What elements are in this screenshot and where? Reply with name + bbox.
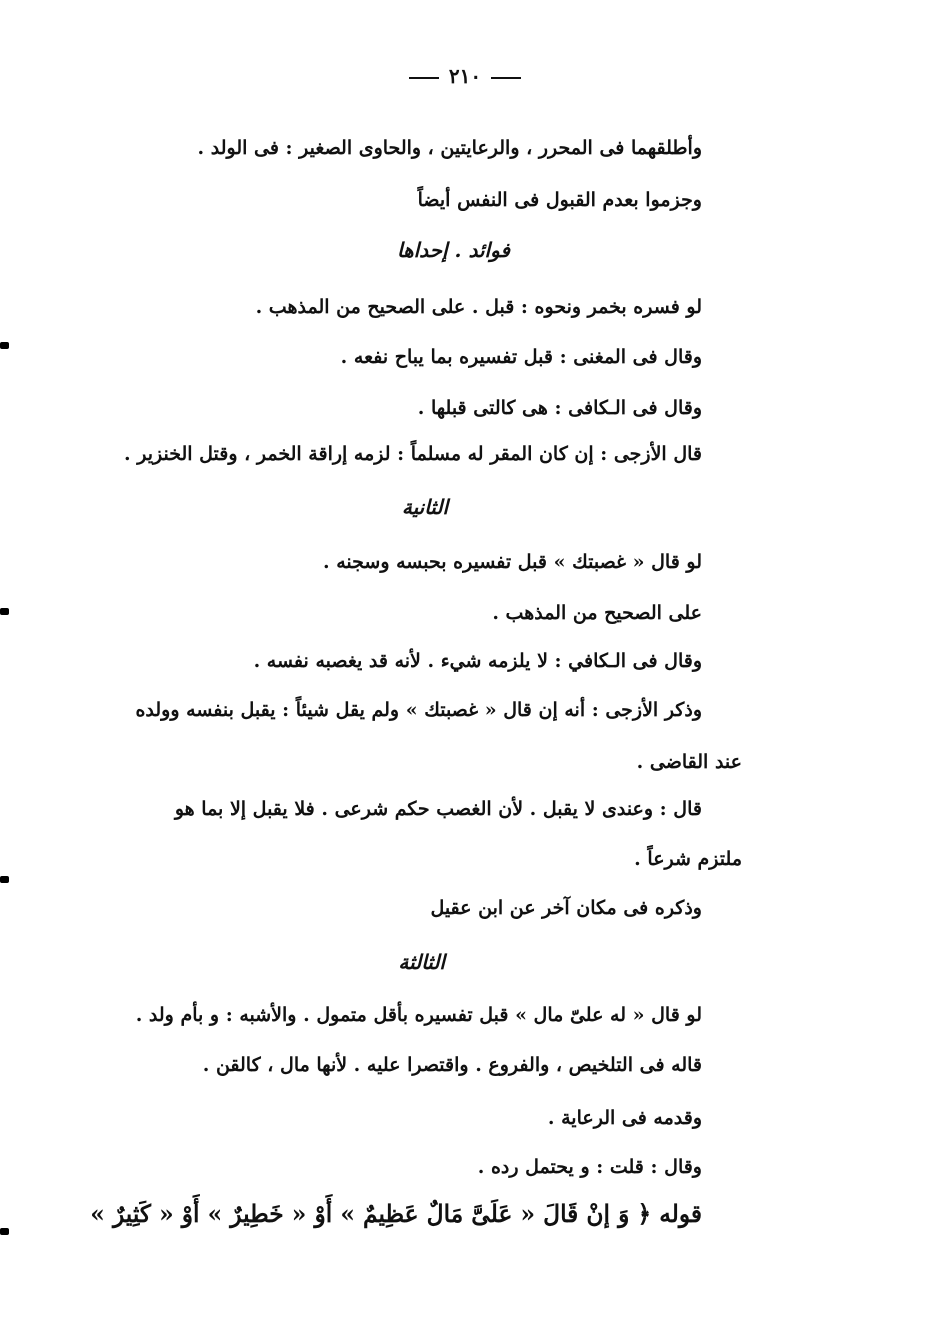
text-line: قال الأزجى : إن كان المقر له مسلماً : لزمه إراقة الخمر ، وقتل الخنزير .: [123, 443, 702, 465]
text-line: لو قال « له علىّ مال » قبل تفسيره بأقل متمول . والأشبه : و بأم ولد .: [135, 1004, 702, 1026]
text-line: لو قال « غصبتك » قبل تفسيره بحبسه وسجنه .: [323, 551, 702, 573]
text-line: وقال فى الـكافى : هى كالتى قبلها .: [417, 397, 702, 419]
section-heading: الثالثة: [398, 950, 445, 974]
text-line: عند القاضى .: [636, 751, 742, 773]
section-heading: الثانية: [401, 495, 448, 519]
text-line: قال : وعندى لا يقبل . لأن الغصب حكم شرعى . فلا يقبل إلا بما هو: [174, 798, 702, 820]
scan-edge-mark: [0, 1228, 9, 1235]
text-line: وقدمه فى الرعاية .: [547, 1107, 702, 1129]
scan-edge-mark: [0, 342, 9, 349]
text-line: قاله فى التلخيص ، والفروع . واقتصرا عليه . لأنها مال ، كالقن .: [202, 1054, 702, 1076]
scan-edge-mark: [0, 608, 9, 615]
text-line: وقال فى المغنى : قبل تفسيره بما يباح نفعه .: [340, 346, 702, 368]
page-header: [0, 64, 930, 88]
section-heading: فوائد . إحداها: [396, 238, 510, 262]
header-dash-right: [491, 77, 521, 79]
text-line: وقال : قلت : و يحتمل رده .: [477, 1156, 702, 1178]
page-number: ٢١٠: [448, 64, 482, 88]
header-dash-left: [409, 77, 439, 79]
text-line: وذكر الأزجى : أنه إن قال « غصبتك » ولم يقل شيئاً : يقبل بنفسه وولده: [135, 699, 702, 721]
text-line: وقال فى الـكافي : لا يلزمه شيء . لأنه قد يغصبه نفسه .: [253, 650, 702, 672]
text-line: وأطلقهما فى المحرر ، والرعايتين ، والحاوى الصغير : فى الولد .: [197, 137, 702, 159]
text-line: وجزموا بعدم القبول فى النفس أيضاً: [417, 189, 702, 211]
text-line: ملتزم شرعاً .: [634, 848, 742, 870]
text-line: على الصحيح من المذهب .: [492, 602, 702, 624]
scan-edge-mark: [0, 876, 9, 883]
text-line-quote: قوله ﴿ وَ إنْ قَالَ « عَلَىَّ مَالٌ عَظِيمٌ » أَوْ « خَطِيرٌ » أَوْ « كَثِيرٌ »: [90, 1199, 702, 1228]
text-line: وذكره فى مكان آخر عن ابن عقيل: [430, 897, 702, 919]
text-line: لو فسره بخمر ونحوه : قبل . على الصحيح من المذهب .: [255, 296, 702, 318]
